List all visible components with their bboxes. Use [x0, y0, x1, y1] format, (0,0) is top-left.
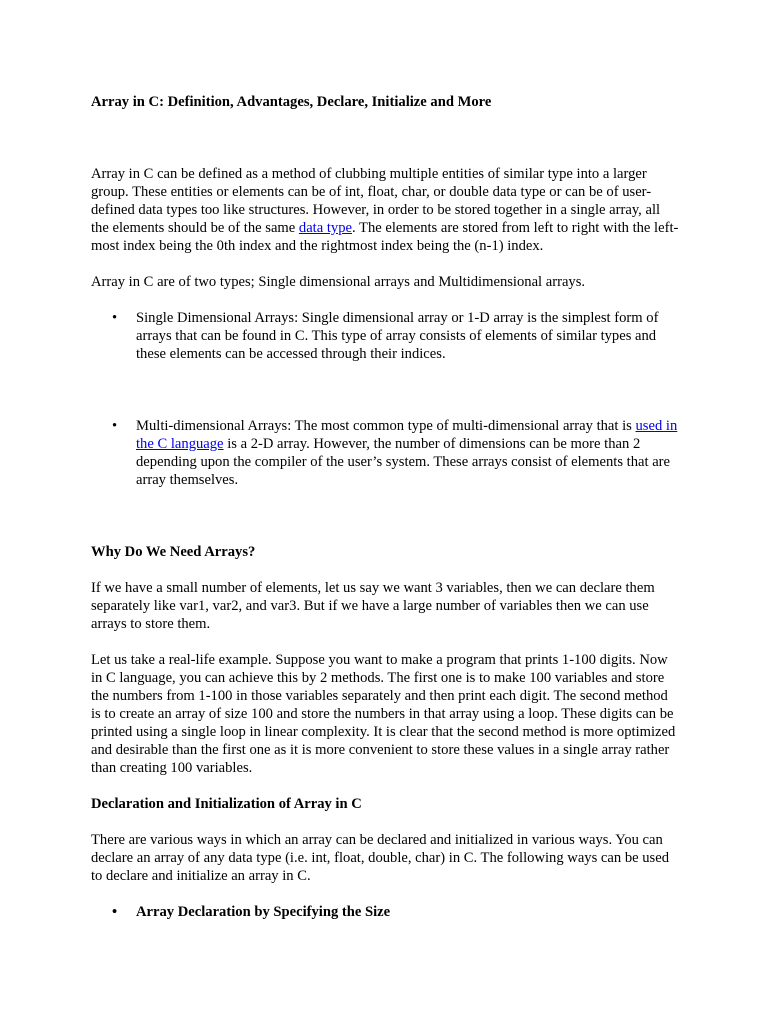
intro-paragraph	[91, 165, 681, 255]
example-paragraph: Let us take a real-life example. Suppose you want to make a program that prints 1-100 digits. Now in C language, you can achieve this by 2 methods. The first one is to make 100 variables and store the numbers from 1-100 in those variables separately and then print each digit. The second method is to create an array of size 100 and store the numbers in that array using a loop. These digits can be printed using a single loop in linear complexity. It is clear that the second method is more optimized and desirable than the first one as it is more convenient to store these values in a single array rather than creating 100 variables.	[91, 652, 676, 776]
intro-text-1: Array in C can be defined as a method of clubbing multiple entities of similar type into a larger group. These entities or elements can be of int, float, char, or double data type or can be of user-defined data types too like structures. However, in order to be stored together in a single array, all the elements should be of the same	[91, 166, 661, 236]
declaration-paragraph: There are various ways in which an array can be declared and initialized in various ways. You can declare an array of any data type (i.e. int, float, double, char) in C. The following ways can be used to declare and initialize an array in C.	[91, 832, 669, 884]
document-title: Array in C: Definition, Advantages, Declare, Initialize and More	[91, 94, 492, 110]
declaration-list	[91, 903, 681, 921]
types-paragraph: Array in C are of two types; Single dimensional arrays and Multidimensional arrays.	[91, 274, 586, 290]
document-body	[91, 93, 681, 921]
used-in-c-language-link[interactable]: used in the C language	[136, 418, 678, 452]
list-item-multi-dimensional	[91, 417, 681, 489]
multi-text-2: is a 2-D array. However, the number of dimensions can be more than 2 depending upon the compiler of the user’s system. These arrays consist of elements that are array themselves.	[136, 436, 671, 488]
heading-why-arrays: Why Do We Need Arrays?	[91, 544, 256, 560]
list-item-declaration-size: • Array Declaration by Specifying the Size	[91, 903, 681, 921]
multi-text-1: Multi-dimensional Arrays: The most common type of multi-dimensional array that is	[136, 418, 636, 434]
data-type-link[interactable]: data type	[298, 220, 352, 236]
list-item-single-dimensional: • Single Dimensional Arrays: Single dimensional array or 1-D array is the simplest form of arrays that can be found in C. This type of array consists of elements of similar types and these elements can be accessed through their indices.	[91, 309, 681, 363]
why-paragraph: If we have a small number of elements, let us say we want 3 variables, then we can declare them separately like var1, var2, and var3. But if we have a large number of variables then we can use arrays to store them.	[91, 580, 655, 632]
intro-text-2: . The elements are stored from left to right with the left-most index being the 0th index and the rightmost index being the (n-1) index.	[91, 220, 679, 254]
array-types-list	[91, 309, 681, 489]
heading-declaration: Declaration and Initialization of Array in C	[91, 796, 362, 812]
